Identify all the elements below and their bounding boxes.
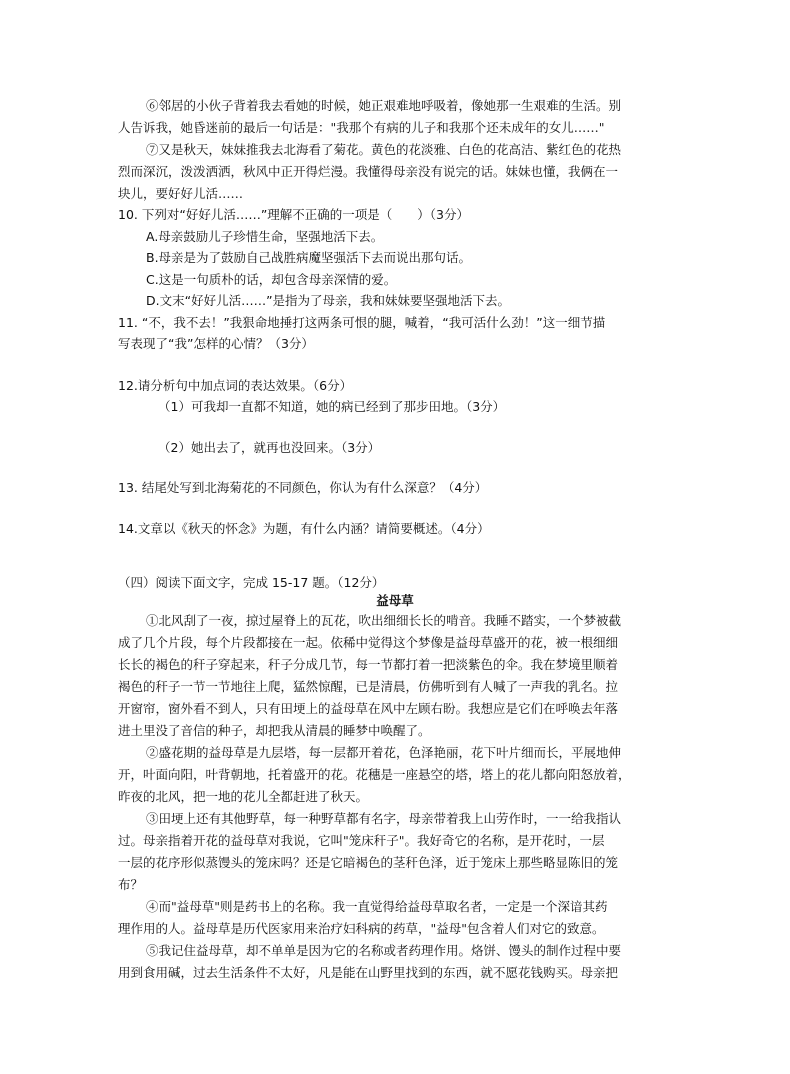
question-11-line-2: 写表现了“我”怎样的心情？（3分）	[118, 336, 314, 351]
question-10-option-c: C.这是一句质朴的话，却包含母亲深情的爱。	[146, 272, 397, 287]
question-12: 12.请分析句中加点词的表达效果。（6分）	[118, 378, 353, 393]
section-4-paragraph-1-line-4: 褐色的秆子一节一节地往上爬，猛然惊醒，已是清晨，仿佛听到有人喊了一声我的乳名。拉	[118, 679, 619, 694]
question-12-part-2: （2）她出去了，就再也没回来。（3分）	[158, 440, 381, 455]
question-11-line-1: 11. “不，我不去！”我狠命地捶打这两条可恨的腿，喊着，“我可活什么劲！”这一细节描	[118, 315, 606, 330]
passage-paragraph-7-line-2: 烈而深沉，泼泼洒洒，秋风中正开得烂漫。我懂得母亲没有说完的话。妹妹也懂，我俩在一	[118, 164, 619, 179]
section-4-paragraph-4-line-2: 理作用的人。益母草是历代医家用来治疗妇科病的药草，"益母"包含着人们对它的致意。	[118, 921, 605, 936]
section-4-paragraph-2-line-3: 昨夜的北风，把一地的花儿全都赶进了秋天。	[118, 789, 369, 804]
section-4-paragraph-1-line-6: 进土里没了音信的种子，却把我从清晨的睡梦中唤醒了。	[118, 723, 431, 738]
question-10-option-b: B.母亲是为了鼓励自己战胜病魔坚强活下去而说出那句话。	[146, 250, 472, 265]
section-4-paragraph-3-line-1: ③田埂上还有其他野草，每一种野草都有名字，母亲带着我上山劳作时，一一给我指认	[146, 811, 622, 826]
passage-paragraph-6-line-2: 人告诉我，她昏迷前的最后一句话是："我那个有病的儿子和我那个还未成年的女儿……"	[118, 120, 605, 135]
section-4-paragraph-1-line-3: 长长的褐色的秆子穿起来，秆子分成几节，每一节都打着一把淡紫色的伞。我在梦境里顺着	[118, 657, 619, 672]
section-4-paragraph-5-line-1: ⑤我记住益母草，却不单单是因为它的名称或者药理作用。烙饼、馒头的制作过程中要	[146, 943, 622, 958]
section-4-paragraph-3-line-2: 过。母亲指着开花的益母草对我说，它叫"笼床秆子"。我好奇它的名称，是开花时，一层	[118, 833, 605, 848]
question-10-option-d: D.文末“好好儿活……”是指为了母亲，我和妹妹要坚强地活下去。	[146, 293, 511, 308]
question-14: 14.文章以《秋天的怀念》为题，有什么内涵？请简要概述。（4分）	[118, 521, 490, 536]
section-4-paragraph-1-line-2: 成了几个片段，每个片段都接在一起。依稀中觉得这个梦像是益母草盛开的花，被一根细细	[118, 635, 619, 650]
passage-paragraph-7-line-3: 块儿，要好好儿活……	[118, 186, 244, 201]
question-10: 10. 下列对“好好儿活……”理解不正确的一项是（ ）（3分）	[118, 207, 470, 222]
question-12-part-1: （1）可我却一直都不知道，她的病已经到了那步田地。（3分）	[158, 399, 506, 414]
section-4-paragraph-1-line-1: ①北风刮了一夜，掠过屋脊上的瓦花，吹出细细长长的啃音。我睡不踏实，一个梦被截	[146, 613, 622, 628]
passage-paragraph-7-line-1: ⑦又是秋天，妹妹推我去北海看了菊花。黄色的花淡雅、白色的花高洁、紫红色的花热	[146, 142, 622, 157]
section-4-paragraph-2-line-2: 开，叶面向阳，叶背朝地，托着盛开的花。花穗是一座悬空的塔，塔上的花儿都向阳怒放着，	[118, 767, 631, 782]
passage-title: 益母草	[376, 593, 414, 608]
section-4-paragraph-2-line-1: ②盛花期的益母草是九层塔，每一层都开着花，色泽艳丽，花下叶片细而长，平展地伸	[146, 745, 622, 760]
section-4-paragraph-3-line-4: 布？	[118, 877, 144, 892]
section-4-paragraph-1-line-5: 开窗帘，窗外看不到人，只有田埂上的益母草在风中左顾右盼。我想应是它们在呼唤去年落	[118, 701, 619, 716]
section-4-paragraph-4-line-1: ④而"益母草"则是药书上的名称。我一直觉得给益母草取名者，一定是一个深谙其药	[146, 899, 608, 914]
question-13: 13. 结尾处写到北海菊花的不同颜色，你认为有什么深意？（4分）	[118, 480, 488, 495]
question-10-option-a: A.母亲鼓励儿子珍惜生命，坚强地活下去。	[146, 229, 384, 244]
section-4-paragraph-5-line-2: 用到食用碱，过去生活条件不太好，凡是能在山野里找到的东西，就不愿花钱购买。母亲把	[118, 965, 619, 980]
passage-paragraph-6-line-1: ⑥邻居的小伙子背着我去看她的时候，她正艰难地呼吸着，像她那一生艰难的生活。别	[146, 98, 622, 113]
section-4-paragraph-3-line-3: 一层的花序形似蒸馒头的笼床吗？还是它暗褐色的茎秆色泽，近于笼床上那些略显陈旧的笼	[118, 855, 619, 870]
section-4-header: （四）阅读下面文字，完成 15-17 题。（12分）	[118, 575, 385, 590]
